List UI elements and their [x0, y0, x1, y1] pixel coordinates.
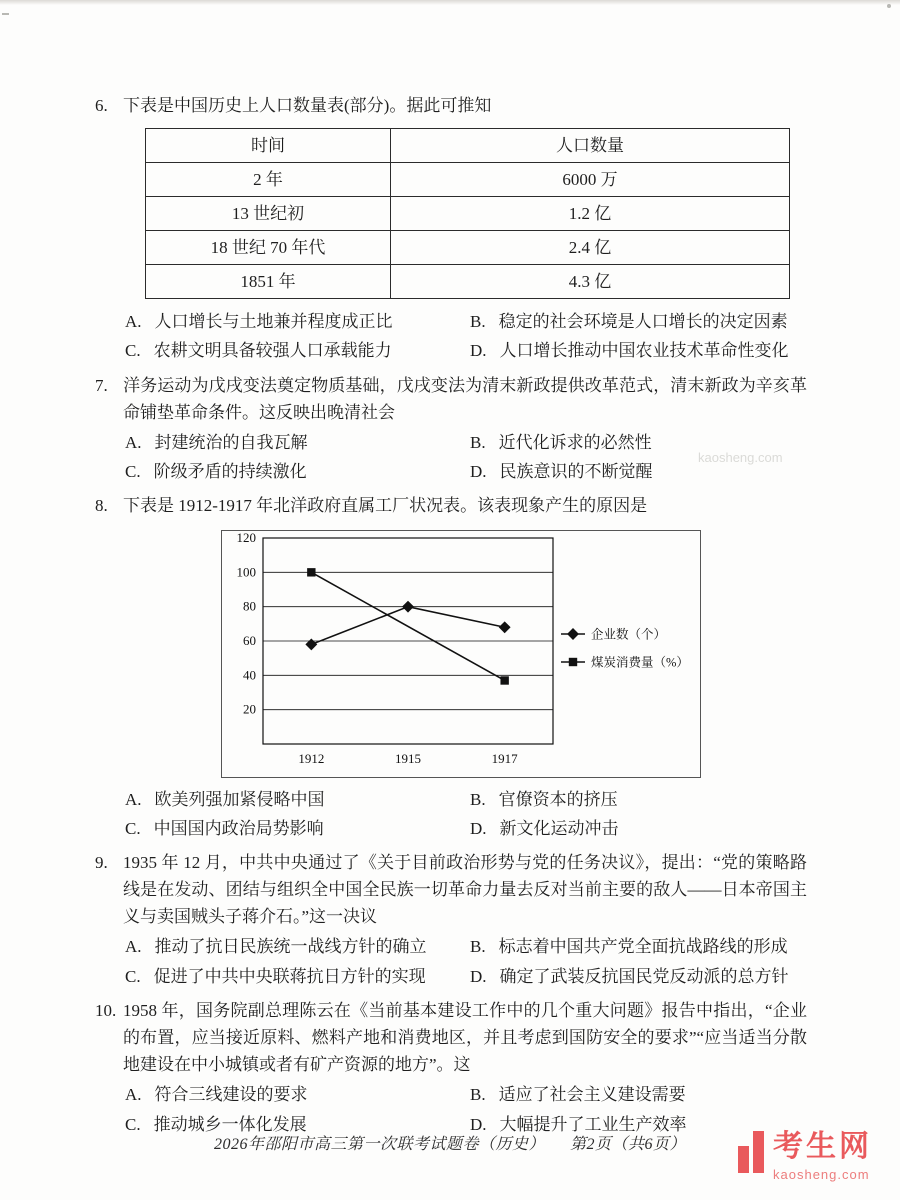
option-text: 官僚资本的挤压 — [498, 789, 618, 809]
option-label: A. — [125, 937, 142, 957]
option-text: 人口增长与土地兼并程度成正比 — [154, 312, 393, 332]
option-label: A. — [125, 789, 142, 809]
question-text: 1958 年，国务院副总理陈云在《当前基本建设工作中的几个重大问题》报告中指出，“企业的布置，应当接近原料、燃料产地和消费地区，并且考虑到国防安全的要求”“应当适当分散地建设在中小城镇或者有矿产资源的地方”。这 — [123, 1000, 807, 1075]
option-text: 近代化诉求的必然性 — [498, 432, 652, 452]
svg-text:20: 20 — [243, 701, 256, 717]
svg-text:1917: 1917 — [491, 750, 518, 766]
cell-time: 2 年 — [146, 163, 391, 197]
option-text: 促进了中共中央联蒋抗日方针的实现 — [153, 966, 426, 986]
question-8-stem — [95, 492, 807, 519]
option-text: 适应了社会主义建设需要 — [498, 1085, 686, 1105]
option-label: B. — [470, 312, 486, 332]
option-8-A — [125, 786, 470, 813]
svg-text:40: 40 — [243, 666, 256, 682]
watermark-name: 考生网 — [773, 1129, 872, 1163]
option-6-C — [125, 337, 470, 364]
cell-population: 4.3 亿 — [391, 265, 790, 299]
option-text: 中国国内政治局势影响 — [153, 818, 324, 838]
option-label: C. — [125, 966, 141, 986]
page-content — [95, 92, 807, 1145]
table-row — [146, 231, 790, 265]
question-number: 8. — [95, 496, 108, 516]
watermark-text — [773, 1131, 872, 1186]
option-text: 民族意识的不断觉醒 — [499, 462, 653, 482]
question-text: 洋务运动为戊戌变法奠定物质基础，戊戌变法为清末新政提供改革范式，清末新政为辛亥革命铺垫革命条件。这反映出晚清社会 — [123, 375, 807, 422]
option-6-A — [125, 308, 470, 335]
options-8 — [95, 786, 807, 842]
svg-text:100: 100 — [236, 563, 256, 579]
option-10-A — [125, 1081, 470, 1108]
option-label: A. — [125, 432, 142, 452]
svg-text:1915: 1915 — [395, 750, 421, 766]
option-text: 确定了武装反抗国民党反动派的总方针 — [499, 966, 789, 986]
option-label: B. — [470, 789, 486, 809]
option-6-B — [470, 308, 807, 335]
kaosheng-watermark — [738, 1131, 872, 1186]
cell-time: 1851 年 — [146, 265, 391, 299]
scan-speck — [2, 13, 9, 15]
question-6 — [95, 92, 807, 365]
option-10-B — [470, 1081, 807, 1108]
option-label: B. — [470, 937, 486, 957]
option-label: D. — [470, 966, 487, 986]
option-text: 稳定的社会环境是人口增长的决定因素 — [498, 312, 788, 332]
cell-time: 13 世纪初 — [146, 197, 391, 231]
option-7-A — [125, 429, 470, 456]
option-9-C — [125, 963, 470, 990]
kaosheng-logo-icon — [738, 1131, 764, 1173]
svg-text:120: 120 — [236, 529, 256, 545]
table-header-time: 时间 — [146, 129, 391, 163]
watermark-domain: kaosheng.com — [773, 1167, 870, 1183]
option-6-D — [470, 337, 807, 364]
option-text: 标志着中国共产党全面抗战路线的形成 — [498, 937, 788, 957]
table-row — [146, 163, 790, 197]
question-10-stem — [95, 997, 807, 1079]
svg-text:60: 60 — [243, 632, 256, 648]
table-header-row — [146, 129, 790, 163]
question-10 — [95, 997, 807, 1138]
cell-population: 2.4 亿 — [391, 231, 790, 265]
svg-text:80: 80 — [243, 598, 256, 614]
option-8-B — [470, 786, 807, 813]
chart-container — [221, 530, 807, 778]
question-number: 10. — [95, 1000, 117, 1020]
page-footer: 2026年邵阳市高三第一次联考试题卷（历史） 第2页（共6页） — [213, 1136, 686, 1154]
table-header-population: 人口数量 — [391, 129, 790, 163]
question-9-stem — [95, 849, 807, 931]
question-number: 7. — [95, 375, 108, 395]
option-label: A. — [125, 1085, 142, 1105]
option-label: B. — [470, 1085, 486, 1105]
question-number: 9. — [95, 852, 108, 872]
option-label: C. — [125, 1114, 141, 1134]
cell-time: 18 世纪 70 年代 — [146, 231, 391, 265]
table-row — [146, 265, 790, 299]
question-9 — [95, 849, 807, 990]
option-9-A — [125, 933, 470, 960]
option-8-D — [470, 815, 807, 842]
cell-population: 1.2 亿 — [391, 197, 790, 231]
svg-text:煤炭消费量（%）: 煤炭消费量（%） — [591, 655, 689, 669]
option-text: 推动了抗日民族统一战线方针的确立 — [154, 937, 427, 957]
option-text: 新文化运动冲击 — [499, 818, 619, 838]
question-text: 下表是中国历史上人口数量表(部分)。据此可推知 — [123, 96, 492, 115]
scan-speck — [887, 4, 891, 8]
option-label: C. — [125, 818, 141, 838]
option-9-D — [470, 963, 807, 990]
table-row — [146, 197, 790, 231]
option-text: 推动城乡一体化发展 — [153, 1114, 307, 1134]
option-text: 大幅提升了工业生产效率 — [499, 1114, 687, 1134]
question-6-stem — [95, 92, 807, 119]
question-number: 6. — [95, 96, 108, 115]
option-7-C — [125, 458, 470, 485]
factory-status-chart — [221, 530, 701, 778]
option-text: 欧美列强加紧侵略中国 — [154, 789, 325, 809]
option-label: D. — [470, 818, 487, 838]
option-label: B. — [470, 432, 486, 452]
cell-population: 6000 万 — [391, 163, 790, 197]
option-text: 人口增长推动中国农业技术革命性变化 — [499, 341, 789, 361]
svg-text:1912: 1912 — [298, 750, 325, 766]
question-8 — [95, 492, 807, 842]
options-10 — [95, 1081, 807, 1137]
option-9-B — [470, 933, 807, 960]
faint-watermark: kaosheng.com — [698, 450, 783, 465]
question-7-stem — [95, 372, 807, 426]
option-label: C. — [125, 341, 141, 361]
option-label: D. — [470, 341, 487, 361]
option-text: 阶级矛盾的持续激化 — [153, 462, 307, 482]
option-label: D. — [470, 1114, 487, 1134]
svg-text:企业数（个）: 企业数（个） — [591, 627, 667, 641]
options-9 — [95, 933, 807, 989]
population-table — [145, 128, 790, 299]
options-6 — [95, 308, 807, 364]
scan-edge — [0, 0, 900, 5]
option-text: 农耕文明具备较强人口承载能力 — [153, 341, 392, 361]
question-text: 1935 年 12 月，中共中央通过了《关于目前政治形势与党的任务决议》，提出：“党的策略路线是在发动、团结与组织全中国全民族一切革命力量去反对当前主要的敌人——日本帝国主义与卖国贼头子蒋介石。”这一决议 — [123, 852, 807, 927]
option-label: A. — [125, 312, 142, 332]
question-text: 下表是 1912-1917 年北洋政府直属工厂状况表。该表现象产生的原因是 — [123, 496, 648, 516]
option-8-C — [125, 815, 470, 842]
option-text: 符合三线建设的要求 — [154, 1085, 308, 1105]
option-text: 封建统治的自我瓦解 — [154, 432, 308, 452]
option-label: C. — [125, 462, 141, 482]
option-label: D. — [470, 462, 487, 482]
